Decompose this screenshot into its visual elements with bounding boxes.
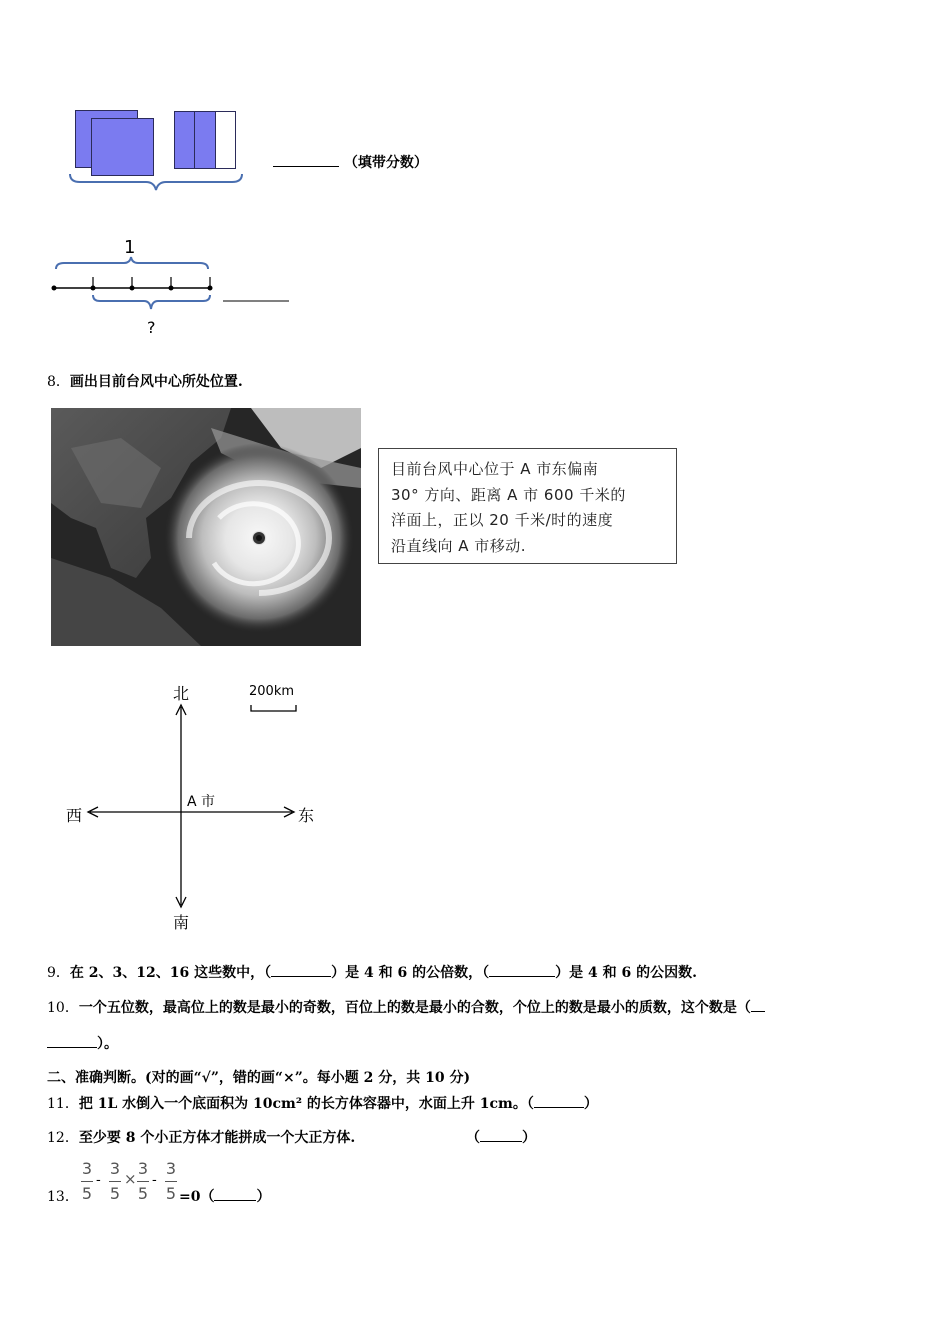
- fraction-numerator: 3: [109, 1159, 121, 1178]
- question-text: ）是 4 和 6 的公倍数，（: [331, 965, 490, 981]
- question-8: [47, 371, 243, 391]
- section-2-title: 二、准确判断。(对的画“√”，错的画“×”。每小题 2 分，共 10 分): [47, 1070, 471, 1086]
- answer-blank[interactable]: [751, 999, 765, 1012]
- question-text: ）。: [97, 1036, 118, 1052]
- question-10: [47, 997, 765, 1017]
- answer-blank[interactable]: [271, 964, 331, 977]
- times-sign: ×: [124, 1170, 137, 1188]
- fraction-numerator: 3: [165, 1159, 177, 1178]
- typhoon-info-line: 30° 方向、距离 A 市 600 千米的: [391, 485, 626, 504]
- answer-blank[interactable]: [534, 1095, 584, 1108]
- question-9: [47, 962, 697, 982]
- fraction-denominator: 5: [109, 1184, 121, 1203]
- west-label: 西: [66, 806, 83, 825]
- question-text: ）是 4 和 6 的公因数.: [555, 965, 697, 981]
- question-13-answer: [179, 1186, 270, 1206]
- typhoon-satellite-image: [51, 408, 361, 646]
- city-a-label: A 市: [187, 794, 216, 810]
- question-text: ）: [583, 1096, 598, 1112]
- question-text: 一个五位数，最高位上的数是最小的奇数，百位上的数是最小的合数，个位上的数是最小的质数，这个数是（: [78, 1000, 751, 1016]
- question-12: [47, 1127, 355, 1147]
- question-number: 12．: [47, 1130, 79, 1146]
- question-number: 13．: [47, 1189, 79, 1205]
- fraction-denominator: 5: [165, 1184, 177, 1203]
- question-12-answer: [466, 1127, 536, 1147]
- question-11: [47, 1093, 598, 1113]
- north-label: 北: [173, 684, 190, 703]
- fraction-numerator: 3: [81, 1159, 93, 1178]
- typhoon-info-box: [378, 448, 677, 564]
- question-10-continued: [47, 1033, 118, 1053]
- south-label: 南: [173, 913, 190, 932]
- question-text: ）: [522, 1130, 536, 1146]
- partial-square: [174, 111, 236, 169]
- number-line-top-label: 1: [124, 237, 136, 258]
- whole-square-front: [91, 118, 154, 176]
- question-text: 把 1L 水倒入一个底面积为 10cm² 的长方体容器中，水面上升 1cm。（: [78, 1096, 534, 1112]
- answer-blank[interactable]: [273, 154, 339, 167]
- number-line-bottom-label: ?: [147, 318, 156, 337]
- typhoon-info-line: 目前台风中心位于 A 市东偏南: [391, 460, 599, 478]
- question-number: 10．: [47, 1000, 79, 1016]
- minus-sign: -: [152, 1172, 157, 1188]
- question-number: 8．: [47, 374, 70, 390]
- question-text: 至少要 8 个小正方体才能拼成一个大正方体.: [78, 1130, 356, 1146]
- question-text: ）: [256, 1189, 271, 1205]
- answer-blank[interactable]: [47, 1035, 97, 1048]
- fraction-hint: （填带分数）: [343, 155, 428, 171]
- question-number: 9．: [47, 965, 70, 981]
- fraction-denominator: 5: [137, 1184, 149, 1203]
- minus-sign: -: [96, 1172, 101, 1188]
- answer-blank[interactable]: [489, 964, 555, 977]
- fraction-answer-row: [273, 152, 428, 172]
- scale-label: 200km: [249, 684, 295, 699]
- question-text: 在 2、3、12、16 这些数中，（: [69, 965, 272, 981]
- east-label: 东: [298, 806, 315, 825]
- brace-bottom-icon: [66, 170, 246, 194]
- answer-blank[interactable]: [214, 1188, 256, 1201]
- number-line-icon: [40, 255, 300, 315]
- question-number: 11．: [47, 1096, 79, 1112]
- fraction-numerator: 3: [137, 1159, 149, 1178]
- answer-blank[interactable]: [480, 1129, 522, 1142]
- typhoon-info-line: 沿直线向 A 市移动.: [391, 536, 527, 555]
- question-text: =0（: [179, 1189, 215, 1205]
- typhoon-info-line: 洋面上，正以 20 千米/时的速度: [391, 511, 614, 529]
- question-text: （: [466, 1130, 480, 1146]
- fraction-denominator: 5: [81, 1184, 93, 1203]
- question-text: 画出目前台风中心所处位置.: [69, 374, 243, 390]
